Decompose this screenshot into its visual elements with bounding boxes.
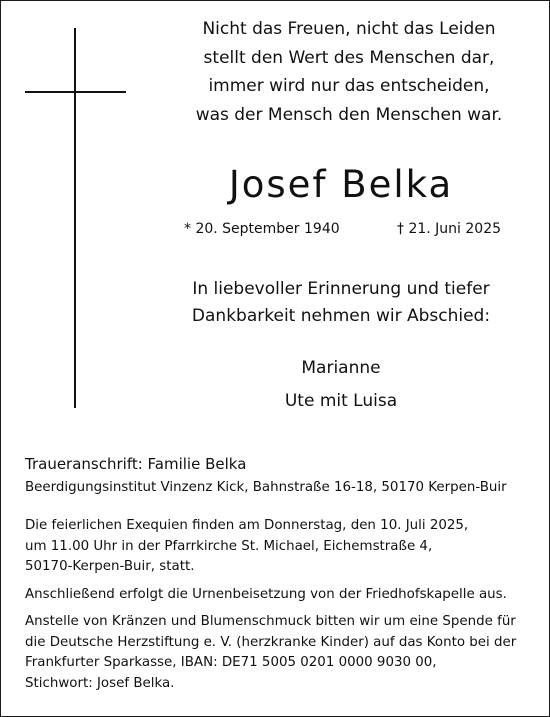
- poem-line: immer wird nur das entscheiden,: [208, 76, 490, 96]
- exequies-line: 50170-Kerpen-Buir, statt.: [25, 559, 195, 574]
- farewell-text: [141, 276, 541, 330]
- donation-line: Stichwort: Josef Belka.: [25, 675, 175, 691]
- death-date: † 21. Juni 2025: [397, 221, 502, 237]
- poem-line: stellt den Wert des Menschen dar,: [203, 47, 495, 68]
- exequies-line: um 11.00 Uhr in der Pfarrkirche St. Michael, Eichemstraße 4,: [25, 538, 433, 554]
- donation-line: die Deutsche Herzstiftung e. V. (herzkranke Kinder) auf das Konto bei der: [25, 634, 517, 650]
- farewell-line: Dankbarkeit nehmen wir Abschied:: [191, 306, 491, 326]
- donation-line: Frankfurter Sparkasse, IBAN: DE71 5005 0201 0000 9030 00,: [25, 655, 437, 670]
- farewell-line: In liebevoller Erinnerung und tiefer: [192, 279, 490, 299]
- exequies-paragraph: [25, 516, 540, 578]
- ceremony-info: [25, 516, 540, 694]
- urn-line: Anschließend erfolgt die Urnenbeisetzung von der Friedhofskapelle aus.: [25, 586, 507, 602]
- mourner-name: Ute mit Luisa: [284, 391, 398, 411]
- memorial-poem: [151, 15, 547, 129]
- exequies-line: Die feierlichen Exequien finden am Donnerstag, den 10. Juli 2025,: [25, 518, 469, 533]
- birth-date: * 20. September 1940: [184, 221, 340, 237]
- donation-line: Anstelle von Kränzen und Blumenschmuck bitten wir um eine Spende für: [25, 614, 516, 629]
- funeral-home-address: Beerdigungsinstitut Vinzenz Kick, Bahnstraße 16-18, 50170 Kerpen-Buir: [25, 480, 507, 495]
- donation-paragraph: [25, 612, 540, 694]
- mourning-address: Traueranschrift: Familie Belka: [25, 455, 247, 473]
- mourners-list: [141, 352, 541, 418]
- deceased-name: Josef Belka: [228, 163, 454, 206]
- cross-icon-vertical-bar: [74, 28, 76, 408]
- poem-line: was der Mensch den Menschen war.: [195, 104, 503, 125]
- cross-icon-horizontal-bar: [25, 91, 126, 93]
- address-block: [25, 452, 535, 500]
- mourner-name: Marianne: [301, 358, 381, 378]
- poem-line: Nicht das Freuen, nicht das Leiden: [202, 19, 496, 39]
- urn-paragraph: [25, 585, 540, 606]
